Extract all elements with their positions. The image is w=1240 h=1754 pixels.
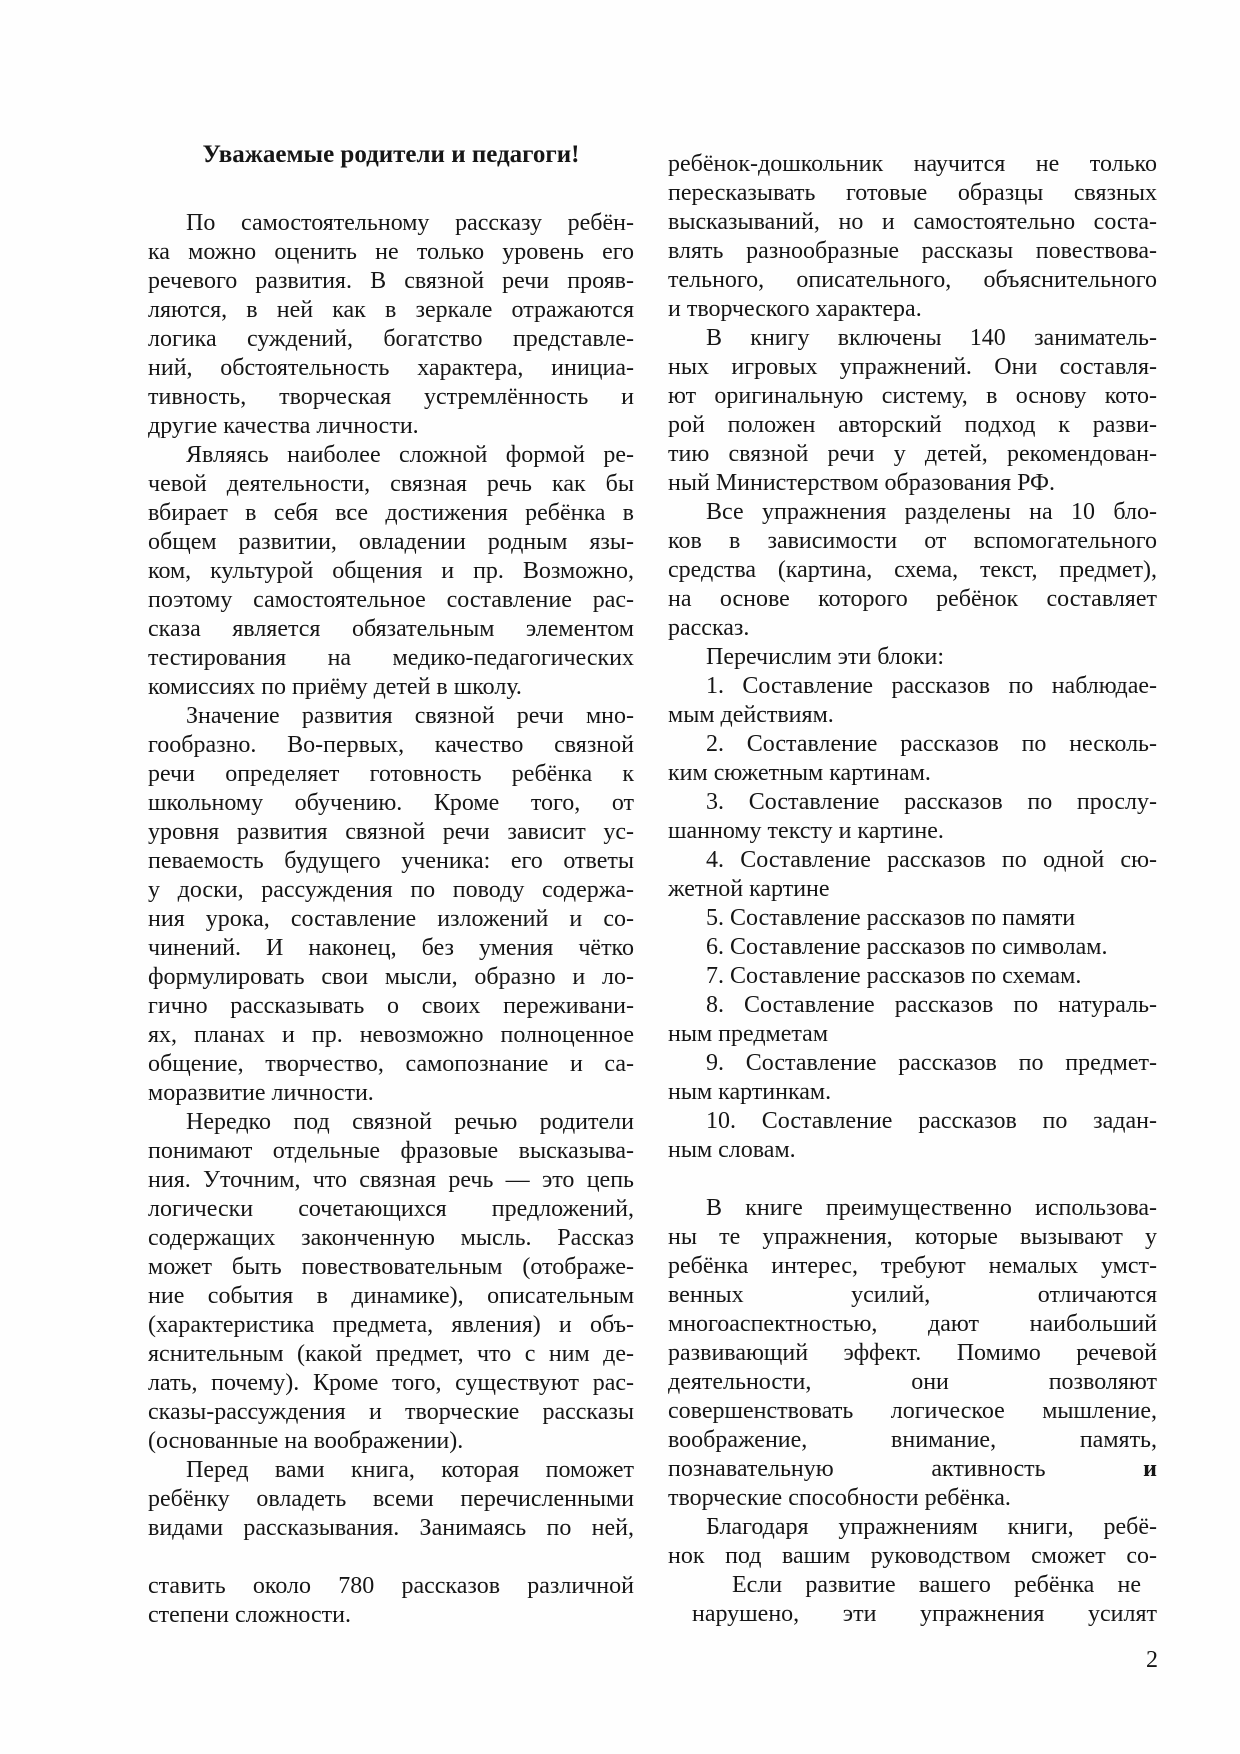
text-line: Перед вами книга, которая поможет (186, 1457, 634, 1483)
text-line: нок под вашим руководством сможет со- (668, 1543, 1157, 1569)
text-line: 9. Составление рассказов по предмет- (706, 1050, 1157, 1076)
text-line: деятельности, они позволяют (668, 1369, 1157, 1395)
text-line: гично рассказывать о своих переживани- (148, 993, 634, 1019)
text-line: чевой деятельности, связная речь как бы (148, 471, 634, 497)
text-line: Являясь наиболее сложной формой ре- (186, 442, 634, 468)
text-line: 1. Составление рассказов по наблюдае- (706, 673, 1157, 699)
text-line: творческие способности ребёнка. (668, 1485, 1011, 1511)
text-line: ний, обстоятельность характера, инициа- (148, 355, 634, 381)
text-line: ния. Уточним, что связная речь — это цепь (148, 1167, 634, 1193)
text-line: ставить около 780 рассказов различной (148, 1573, 634, 1599)
text-line: тестирования на медико-педагогических (148, 645, 634, 671)
text-line: ребёнка интерес, требуют немалых умст- (668, 1253, 1157, 1279)
text-line: речи определяет готовность ребёнка к (148, 761, 634, 787)
text-line: В книге преимущественно использова- (706, 1195, 1157, 1221)
text-line: школьному обучению. Кроме того, от (148, 790, 634, 816)
paragraph-spacer (148, 1543, 634, 1572)
text-line: ка можно оценить не только уровень его (148, 239, 634, 265)
text-line: ние события в динамике), описательным (148, 1283, 634, 1309)
text-line: ным предметам (668, 1021, 829, 1047)
paragraph (148, 209, 634, 441)
text-line: комиссиях по приёму детей в школу. (148, 674, 522, 700)
bold-word: и (1143, 1456, 1157, 1482)
paragraph (668, 788, 1157, 846)
paragraph (148, 702, 634, 1108)
text-line: ком, культурой общения и пр. Возможно, (148, 558, 634, 584)
text-line: 2. Составление рассказов по несколь- (706, 731, 1157, 757)
paragraph (668, 1049, 1157, 1107)
text-line: средства (картина, схема, текст, предмет), (668, 557, 1157, 583)
text-line: венных усилий, отличаются (668, 1282, 1157, 1308)
text-line: Перечислим эти блоки: (706, 644, 945, 670)
text-line: 4. Составление рассказов по одной сю- (706, 847, 1157, 873)
text-line: 7. Составление рассказов по схемам. (706, 963, 1082, 989)
text-line: высказываний, но и самостоятельно соста- (668, 209, 1157, 235)
text-line: формулировать свои мысли, образно и ло- (148, 964, 634, 990)
text-line: и творческого характера. (668, 296, 922, 322)
right-column (668, 150, 1157, 1629)
text-line: 10. Составление рассказов по задан- (706, 1108, 1157, 1134)
paragraph (668, 150, 1157, 324)
text-line: познавательную активность и (668, 1456, 1157, 1482)
text-line: может быть повествовательным (отображе- (148, 1254, 634, 1280)
text-line: Если развитие вашего ребёнка не (732, 1572, 1141, 1598)
text-line: уровня развития связной речи зависит ус- (148, 819, 634, 845)
text-line: ны те упражнения, которые вызывают у (668, 1224, 1157, 1250)
text-line: логика суждений, богатство представле- (148, 326, 634, 352)
page-number: 2 (1146, 1647, 1158, 1673)
text-line: сказы-рассуждения и творческие рассказы (148, 1399, 634, 1425)
paragraph (148, 1108, 634, 1456)
text-line: ким сюжетным картинам. (668, 760, 931, 786)
text-line: ных игровых упражнений. Они составля- (668, 354, 1157, 380)
text-line: гообразно. Во-первых, качество связной (148, 732, 634, 758)
paragraph (668, 1107, 1157, 1165)
text-line: 6. Составление рассказов по символам. (706, 934, 1108, 960)
text-line: Значение развития связной речи мно- (186, 703, 634, 729)
text-line: 3. Составление рассказов по прослу- (706, 789, 1157, 815)
paragraph (668, 730, 1157, 788)
left-column-text (148, 209, 634, 1630)
paragraph (668, 991, 1157, 1049)
text-line: ков в зависимости от вспомогательного (668, 528, 1157, 554)
paragraph (668, 643, 1157, 672)
text-line: влять разнообразные рассказы повествова- (668, 238, 1157, 264)
text-line: ребёнок-дошкольник научится не только (668, 151, 1157, 177)
text-line: пересказывать готовые образцы связных (668, 180, 1157, 206)
text-line: ях, планах и пр. невозможно полноценное (148, 1022, 634, 1048)
text-line: 8. Составление рассказов по натураль- (706, 992, 1157, 1018)
text-line: вбирает в себя все достижения ребёнка в (148, 500, 634, 526)
text-line: тельного, описательного, объяснительного (668, 267, 1157, 293)
right-column-text (668, 150, 1157, 1629)
text-line: ют оригинальную систему, в основу кото- (668, 383, 1157, 409)
paragraph (668, 1571, 1157, 1629)
text-line: рой положен авторский подход к разви- (668, 412, 1157, 438)
paragraph (668, 672, 1157, 730)
text-line: яснительным (какой предмет, что с ним де- (148, 1341, 634, 1367)
text-line: (основанные на воображении). (148, 1428, 464, 1454)
text-line: В книгу включены 140 заниматель- (706, 325, 1157, 351)
paragraph-spacer (668, 1165, 1157, 1194)
text-line: 5. Составление рассказов по памяти (706, 905, 1076, 931)
text-line: певаемость будущего ученика: его ответы (148, 848, 634, 874)
text-line: речевого развития. В связной речи прояв- (148, 268, 634, 294)
text-line: жетной картине (668, 876, 830, 902)
text-line: чинений. И наконец, без умения чётко (148, 935, 634, 961)
paragraph (668, 498, 1157, 643)
text-line: ния урока, составление изложений и со- (148, 906, 634, 932)
text-line: общем развитии, овладении родным язы- (148, 529, 634, 555)
text-line: многоаспектностью, дают наибольший (668, 1311, 1157, 1337)
text-line: общение, творчество, самопознание и са- (148, 1051, 634, 1077)
text-line: (характеристика предмета, явления) и объ- (148, 1312, 634, 1338)
text-line: Нередко под связной речью родители (186, 1109, 634, 1135)
text-line: мым действиям. (668, 702, 834, 728)
text-line: Все упражнения разделены на 10 бло- (706, 499, 1157, 525)
left-column (148, 140, 634, 1630)
paragraph (668, 846, 1157, 904)
text-line: другие качества личности. (148, 413, 419, 439)
text-line: ляются, в ней как в зеркале отражаются (148, 297, 634, 323)
text-line: нарушено, эти упражнения усилят (692, 1601, 1157, 1627)
text-line: развивающий эффект. Помимо речевой (668, 1340, 1157, 1366)
paragraph (668, 324, 1157, 498)
text-line: ребёнку овладеть всеми перечисленными (148, 1486, 634, 1512)
text-line: логически сочетающихся предложений, (148, 1196, 634, 1222)
paragraph (148, 1456, 634, 1543)
paragraph (148, 1572, 634, 1630)
page-heading: Уважаемые родители и педагоги! (202, 141, 580, 168)
paragraph (148, 441, 634, 702)
paragraph (668, 904, 1157, 933)
text-line: ный Министерством образования РФ. (668, 470, 1056, 496)
text-line: на основе которого ребёнок составляет (668, 586, 1157, 612)
text-line: ным картинкам. (668, 1079, 832, 1105)
text-line: воображение, внимание, память, (668, 1427, 1157, 1453)
text-line: лать, почему). Кроме того, существуют рас- (148, 1370, 634, 1396)
text-line: степени сложности. (148, 1602, 352, 1628)
text-line: шанному тексту и картине. (668, 818, 944, 844)
text-line: содержащих законченную мысль. Рассказ (148, 1225, 634, 1251)
text-line: По самостоятельному рассказу ребён- (186, 210, 634, 236)
text-line: Благодаря упражнениям книги, ребё- (706, 1514, 1157, 1540)
text-line: ным словам. (668, 1137, 796, 1163)
paragraph (668, 1513, 1157, 1571)
text-line: рассказ. (668, 615, 750, 641)
paragraph (668, 933, 1157, 962)
text-line: сказа является обязательным элементом (148, 616, 634, 642)
text-line: моразвитие личности. (148, 1080, 374, 1106)
paragraph (668, 1194, 1157, 1513)
text-line: тивность, творческая устремлённость и (148, 384, 634, 410)
text-line: совершенствовать логическое мышление, (668, 1398, 1157, 1424)
text-line: видами рассказывания. Занимаясь по ней, (148, 1515, 634, 1541)
text-line: поэтому самостоятельное составление рас- (148, 587, 634, 613)
text-line: понимают отдельные фразовые высказыва- (148, 1138, 634, 1164)
text-line: у доски, рассуждения по поводу содержа- (148, 877, 634, 903)
paragraph (668, 962, 1157, 991)
text-line: тию связной речи у детей, рекомендован- (668, 441, 1157, 467)
